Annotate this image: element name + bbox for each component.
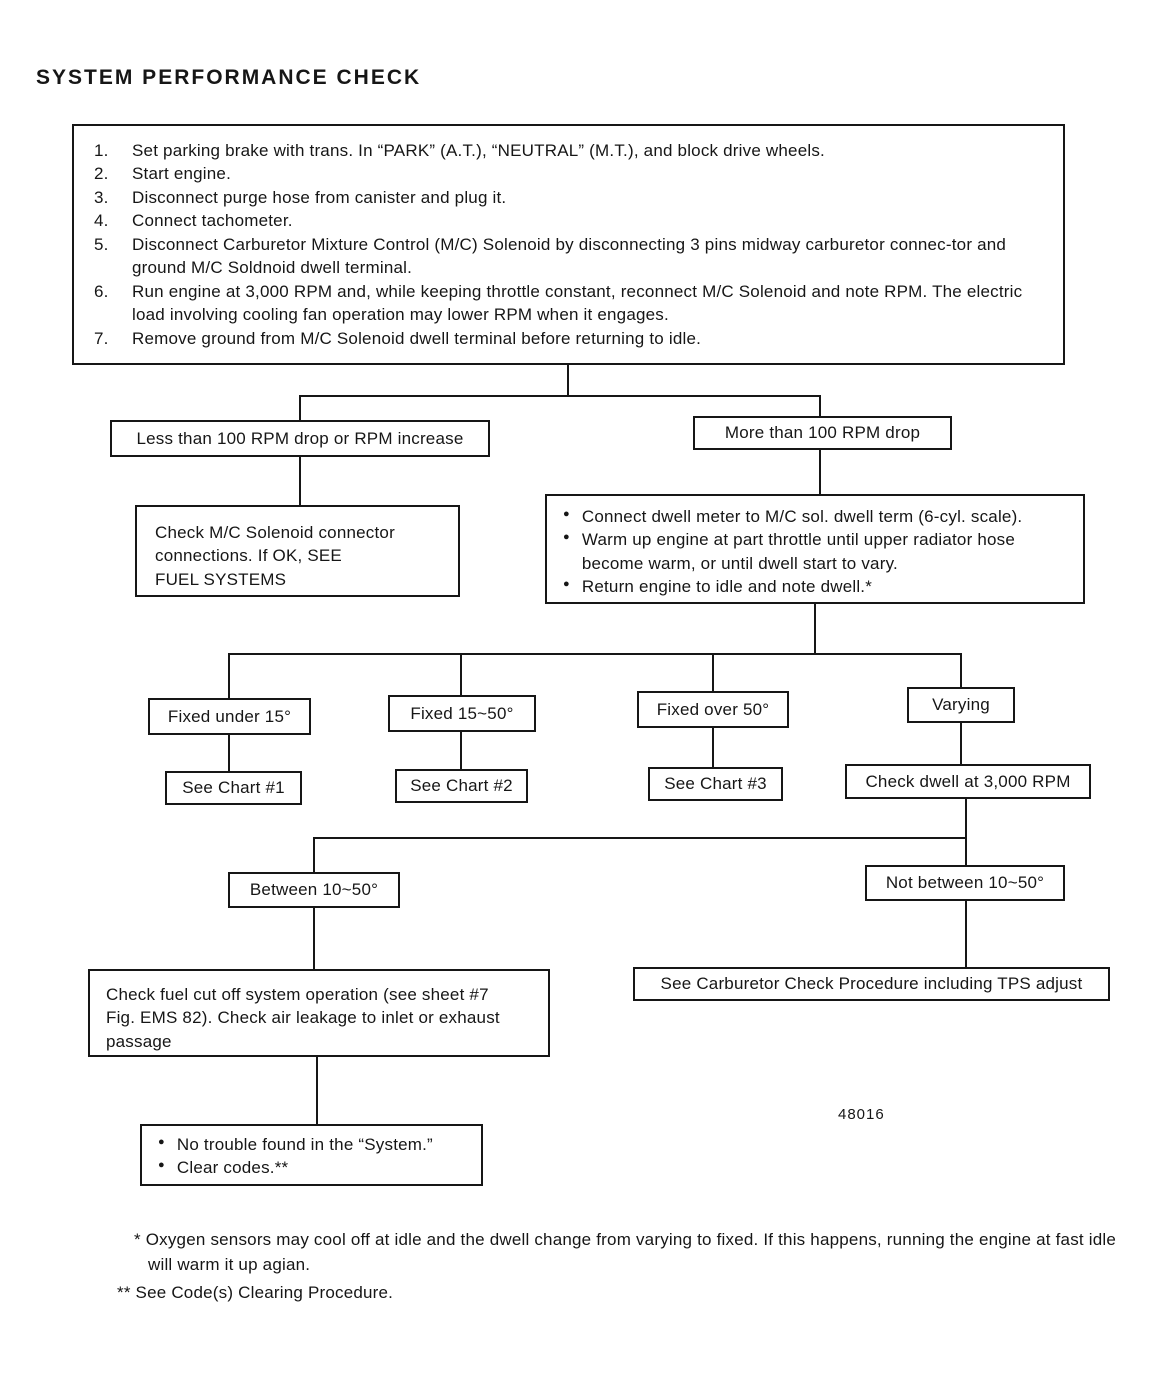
flow-box-line: FUEL SYSTEMS <box>155 569 287 589</box>
flow-box-line: Check M/C Solenoid connector <box>155 523 395 542</box>
flow-box-result <box>140 1124 483 1186</box>
bullet-text: Clear codes.** <box>176 1158 289 1178</box>
step-text: Run engine at 3,000 RPM and, while keeping throttle constant, reconnect M/C Solenoid and note RPM. The electric load involving cooling fan operation may lower RPM when it engages. <box>132 281 1023 325</box>
flow-box-line: connections. If OK, SEE <box>155 546 342 566</box>
procedure-step <box>94 280 1039 327</box>
flow-box-fixed-under-15 <box>148 698 311 735</box>
procedure-step <box>94 186 1039 209</box>
flow-box-label: Fixed under 15° <box>167 706 292 726</box>
connector-line <box>316 1056 318 1125</box>
flow-box-varying <box>907 687 1015 723</box>
flow-box-label: Check dwell at 3,000 RPM <box>865 771 1071 791</box>
bullet-text: Connect dwell meter to M/C sol. dwell term (6-cyl. scale). <box>581 507 1023 526</box>
bullet-icon: ● <box>563 578 570 591</box>
connector-line <box>960 653 962 688</box>
flow-box-label: See Chart #2 <box>410 776 513 796</box>
connector-line <box>819 449 821 495</box>
connector-line <box>712 653 714 692</box>
flow-box-label: More than 100 RPM drop <box>724 423 921 443</box>
connector-line <box>228 735 230 772</box>
connector-line <box>814 602 816 654</box>
flow-box-label: See Chart #3 <box>664 774 767 794</box>
connector-line <box>299 395 301 421</box>
bullet-row <box>563 528 1067 575</box>
flow-box-label: See Carburetor Check Procedure including TPS adjust <box>660 974 1083 994</box>
flow-box-more-rpm <box>693 416 952 450</box>
flow-box-fixed-15-50 <box>388 695 536 732</box>
procedure-step <box>94 209 1039 232</box>
flow-box-dwell-meter <box>545 494 1085 604</box>
connector-line <box>965 900 967 968</box>
connector-line <box>965 837 967 866</box>
flow-box-see-chart-3 <box>648 767 783 801</box>
connector-line <box>712 727 714 768</box>
flow-box-check-solenoid <box>135 505 460 597</box>
connector-line <box>228 653 230 699</box>
bullet-text: No trouble found in the “System.” <box>176 1135 433 1154</box>
procedure-step <box>94 327 1039 350</box>
connector-line <box>299 395 821 397</box>
flow-box-less-rpm <box>110 420 490 457</box>
step-number: 2. <box>94 164 109 184</box>
flow-box-check-dwell-3000 <box>845 764 1091 799</box>
step-number: 3. <box>94 187 109 207</box>
bullet-row <box>158 1156 465 1179</box>
flow-box-check-fuel-cut <box>88 969 550 1057</box>
bullet-text: Warm up engine at part throttle until upper radiator hose become warm, or until dwell start to vary. <box>581 530 1016 573</box>
step-text: Set parking brake with trans. In “PARK” (A.T.), “NEUTRAL” (M.T.), and block drive wheels. <box>132 141 825 160</box>
connector-line <box>460 653 462 697</box>
footnote-oxygen-sensors: * Oxygen sensors may cool off at idle and the dwell change from varying to fixed. If this happens, running the engine at fast idle will warm it up agian. <box>134 1230 1117 1274</box>
flow-box-see-chart-1 <box>165 771 302 805</box>
connector-line <box>299 456 301 506</box>
bullet-icon: ● <box>563 531 570 544</box>
flow-box-label: Between 10~50° <box>249 880 379 900</box>
flow-box-label: Fixed over 50° <box>656 699 770 719</box>
flow-box-carburetor-check <box>633 967 1110 1001</box>
bullet-icon: ● <box>158 1136 165 1148</box>
step-number: 7. <box>94 328 109 348</box>
step-text: Disconnect purge hose from canister and plug it. <box>132 187 507 207</box>
step-number: 6. <box>94 281 109 301</box>
flow-box-line: Check fuel cut off system operation (see sheet #7 <box>106 985 489 1004</box>
procedure-step <box>94 139 1039 162</box>
step-text: Disconnect Carburetor Mixture Control (M/C) Solenoid by disconnecting 3 pins midway carburetor connec-tor and ground M/C Soldnoid dwell terminal. <box>132 234 1007 278</box>
connector-line <box>567 365 569 397</box>
connector-line <box>460 732 462 770</box>
procedure-box <box>72 124 1065 365</box>
connector-line <box>960 722 962 765</box>
flow-box-line: passage <box>106 1031 172 1051</box>
flow-box-fixed-over-50 <box>637 691 789 728</box>
flow-box-label: Varying <box>932 695 990 715</box>
page-title: SYSTEM PERFORMANCE CHECK <box>36 66 422 89</box>
footnote-code-clearing: ** See Code(s) Clearing Procedure. <box>117 1283 394 1302</box>
step-text: Remove ground from M/C Solenoid dwell terminal before returning to idle. <box>132 328 702 348</box>
bullet-row <box>158 1133 465 1156</box>
flow-box-label: See Chart #1 <box>182 778 285 798</box>
flow-box-label: Fixed 15~50° <box>410 703 514 723</box>
procedure-step <box>94 162 1039 185</box>
connector-line <box>313 907 315 970</box>
connector-line <box>819 395 821 417</box>
figure-number: 48016 <box>838 1106 885 1123</box>
connector-line <box>965 798 967 839</box>
step-number: 4. <box>94 211 109 231</box>
flow-box-between-10-50 <box>228 872 400 908</box>
bullet-icon: ● <box>563 508 570 520</box>
step-number: 5. <box>94 234 109 254</box>
step-text: Start engine. <box>132 164 231 184</box>
bullet-row <box>563 505 1067 528</box>
flow-box-label: Not between 10~50° <box>885 873 1045 893</box>
flow-box-label: Less than 100 RPM drop or RPM increase <box>136 428 464 448</box>
flow-box-not-between-10-50 <box>865 865 1065 901</box>
connector-line <box>313 837 967 839</box>
bullet-row <box>563 575 1067 598</box>
procedure-step <box>94 233 1039 280</box>
bullet-icon: ● <box>158 1159 165 1172</box>
step-text: Connect tachometer. <box>132 211 293 231</box>
step-number: 1. <box>94 141 109 160</box>
connector-line <box>313 837 315 873</box>
connector-line <box>228 653 962 655</box>
flow-box-line: Fig. EMS 82). Check air leakage to inlet or exhaust <box>106 1008 500 1028</box>
bullet-text: Return engine to idle and note dwell.* <box>581 577 873 597</box>
flow-box-see-chart-2 <box>395 769 528 803</box>
